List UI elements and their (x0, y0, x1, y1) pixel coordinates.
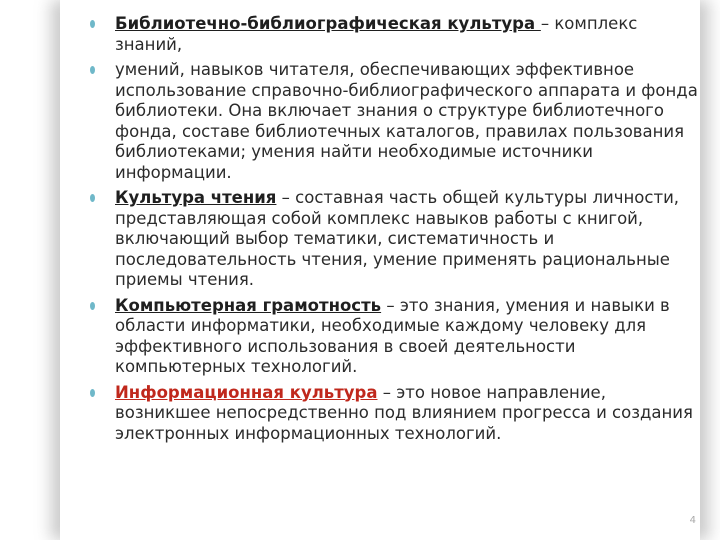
term-label: Библиотечно-библиографическая культура (115, 14, 541, 33)
definition-text: умений, навыков читателя, обеспечивающих эффективное использование справочно-библиографического аппарата и фонда библиотеки. Она включает знания о структуре библиотечного фонда, составе библиотечных каталогов, правилах пользования библиотеками; умения найти необходимые источники информации. (115, 60, 698, 182)
bullet-icon (86, 17, 98, 31)
bullet-icon (86, 299, 98, 313)
list-item (86, 14, 698, 55)
term-label: Информационная культура (115, 382, 378, 402)
list-item (86, 60, 698, 183)
page-number: 4 (689, 515, 696, 526)
bullet-icon (86, 63, 98, 77)
term-label: Культура чтения (115, 188, 277, 207)
definition-list (86, 14, 698, 449)
bullet-icon (86, 191, 98, 205)
term-label: Компьютерная грамотность (115, 295, 382, 315)
list-item (86, 296, 698, 378)
list-item (86, 383, 698, 445)
definition-text: – это знания, умения и навыки в области информатики, необходимые каждому человеку для эффективного использования в своей деятельности компьютерных технологий. (115, 295, 670, 376)
definition-text: – комплекс знаний, (115, 14, 638, 54)
bullet-icon (86, 386, 98, 400)
definition-text: – это новое направление, возникшее непосредственно под влиянием прогресса и создания электронных информационных технологий. (115, 382, 693, 443)
list-item (86, 188, 698, 291)
definition-text: – составная часть общей культуры личности, представляющая собой комплекс навыков работы с книгой, включающий выбор тематики, систематичность и последовательность чтения, умение применять рациональные приемы чтения. (115, 188, 680, 289)
